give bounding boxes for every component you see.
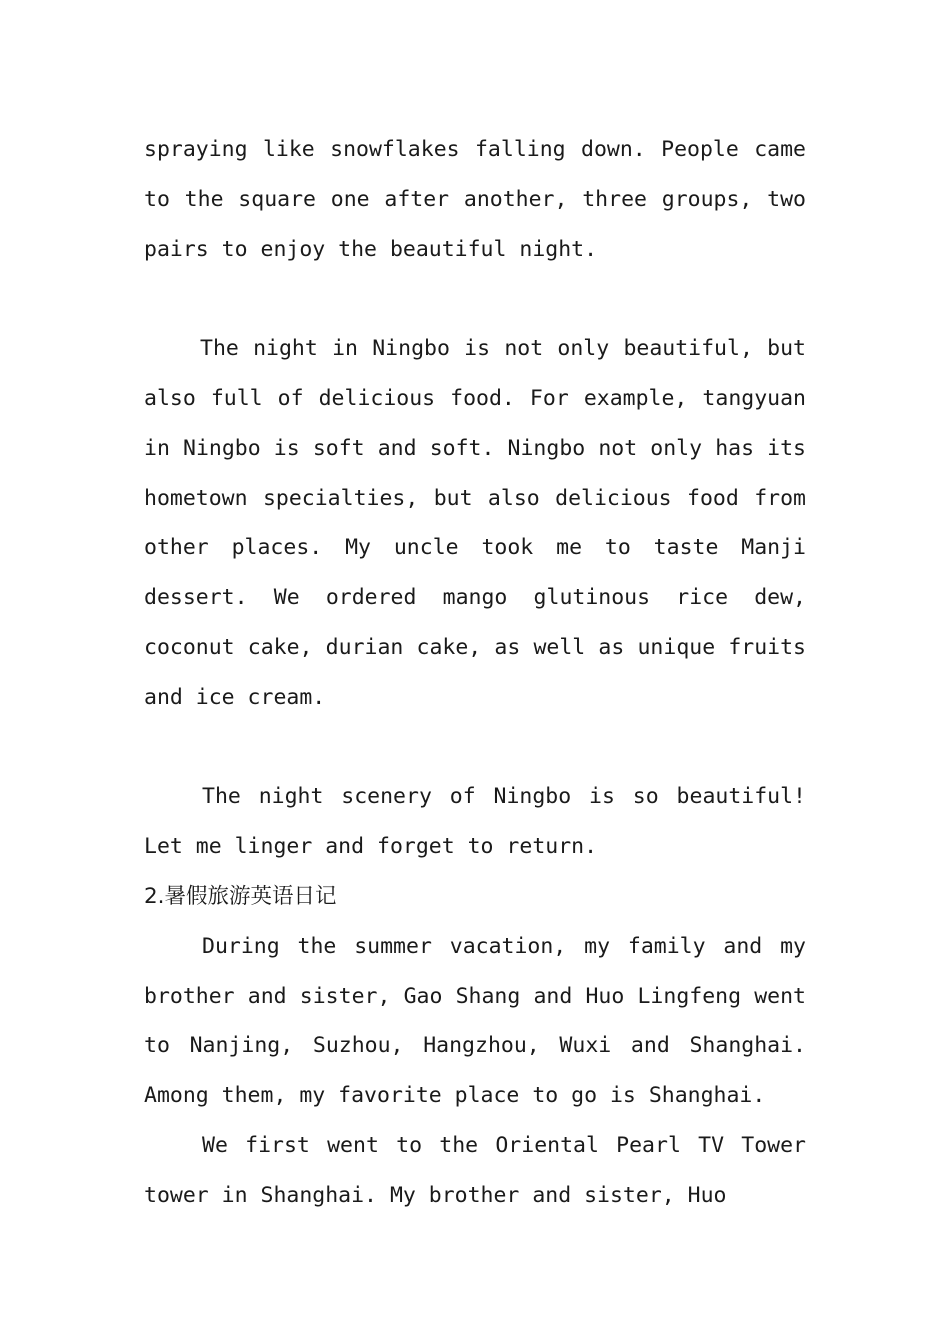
section-heading: 2.暑假旅游英语日记 bbox=[144, 883, 337, 909]
paragraph-continued: spraying like snowflakes falling down. People came to the square one after another, three groups, two pairs to enjoy the beautiful night. bbox=[144, 137, 806, 262]
paragraph-ningbo-scenery: The night scenery of Ningbo is so beautiful! Let me linger and forget to return. bbox=[144, 784, 806, 860]
document-body bbox=[144, 125, 806, 1221]
paragraph-oriental-pearl: We first went to the Oriental Pearl TV Tower tower in Shanghai. My brother and sister, Huo bbox=[144, 1132, 806, 1208]
paragraph-summer-vacation: During the summer vacation, my family and my brother and sister, Gao Shang and Huo Lingfeng went to Nanjing, Suzhou, Hangzhou, Wuxi and Shanghai. Among them, my favorite place to go is Shanghai. bbox=[144, 933, 806, 1109]
paragraph-ningbo-food: The night in Ningbo is not only beautiful, but also full of delicious food. For example, tangyuan in Ningbo is soft and soft. Ningbo not only has its hometown specialties, but also delicious food from other places. My uncle took me to taste Manji dessert. We ordered mango glutinous rice dew, coconut cake, durian cake, as well as unique fruits and ice cream. bbox=[144, 336, 806, 710]
